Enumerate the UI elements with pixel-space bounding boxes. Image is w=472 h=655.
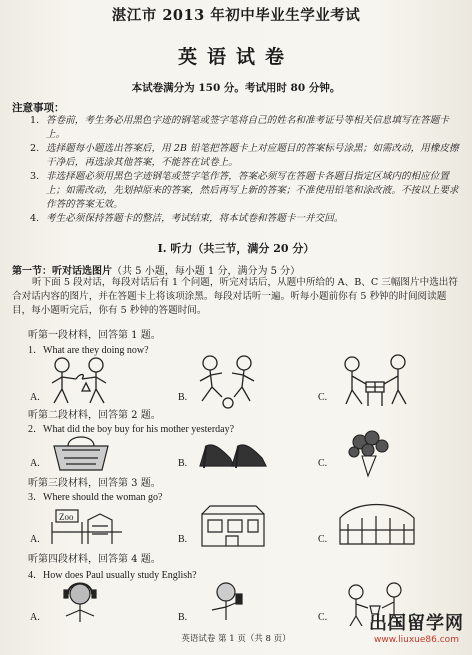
notice-list: [30, 114, 462, 226]
option-image-q3-c: [336, 500, 418, 548]
question-text: 1．What are they doing now?: [28, 345, 149, 356]
watermark: [369, 609, 464, 645]
listening-instructions: 听下面 5 段对话，每段对话后有 1 个问题，听完对话后，从题中所给的 A、B、C 三幅图片中选出符合对话内容的图片，并在答题卡上将该项涂黑。每段对话听一遍。听每小题前你有 5 秒钟的时间阅读题目，每小题听完后，你有 5 秒钟的答题时间。: [12, 277, 458, 316]
part-note: （共 5 小题，每小题 1 分，满分为 5 分）: [112, 266, 301, 277]
option-image-q2-a: [48, 432, 114, 472]
option-label-b: B.: [178, 534, 188, 545]
question-intro: 听第四段材料，回答第 4 题。: [28, 554, 161, 565]
notice-heading: 注意事项：: [12, 102, 65, 114]
option-label-c: C.: [318, 612, 328, 623]
question-text: 3．Where should the woman go?: [28, 492, 163, 503]
part-heading: [12, 262, 300, 277]
option-image-q4-b: [198, 580, 258, 626]
option-label-c: C.: [318, 392, 328, 403]
notice-item: 3. 非选择题必须用黑色字迹钢笔或签字笔作答，答案必须写在答题卡各题目指定区域内的相应位置上；如需改动，先划掉原来的答案，然后再写上新的答案；不准使用铅笔和涂改液。不按以上要求作答的答案无效。: [30, 170, 462, 212]
option-image-q3-a: [48, 502, 126, 548]
option-image-q1-a: [46, 353, 116, 411]
option-label-b: B.: [178, 458, 188, 469]
page-footer: 英语试卷 第 1 页（共 8 页）: [181, 634, 291, 644]
option-image-q2-b: [196, 436, 270, 472]
option-label-a: A.: [30, 534, 40, 545]
section-title: I. 听力（共三节，满分 20 分）: [157, 242, 315, 255]
notice-text: 非选择题必须用黑色字迹钢笔或签字笔作答，答案必须写在答题卡各题目指定区域内的相应位置上；如需改动，先划掉原来的答案，然后再写上新的答案；不准使用铅笔和涂改液。不按以上要求作答的答案无效。: [46, 171, 459, 210]
question-text: 4．How does Paul usually study English?: [28, 570, 197, 581]
option-label-a: A.: [30, 612, 40, 623]
paper-subtitle: 英语试卷: [177, 46, 294, 68]
watermark-brand: 出国留学网: [369, 613, 464, 634]
notice-text: 选择题每小题选出答案后，用 2B 铅笔把答题卡上对应题目的答案标号涂黑；如需改动，用橡皮擦干净后，再选涂其他答案，不能答在试卷上。: [46, 143, 459, 168]
question-intro: 听第一段材料，回答第 1 题。: [28, 330, 161, 341]
option-image-q1-c: [338, 350, 414, 412]
notice-item: 4. 考生必须保持答题卡的整洁，考试结束，将本试卷和答题卡一并交回。: [30, 213, 344, 224]
option-image-q1-b: [188, 353, 268, 411]
notice-item: 2. 选择题每小题选出答案后，用 2B 铅笔把答题卡上对应题目的答案标号涂黑；如需改动，用橡皮擦干净后，再选涂其他答案，不能答在试卷上。: [30, 142, 462, 170]
question-intro: 听第二段材料，回答第 2 题。: [28, 410, 161, 421]
zoo-sign-text: Zoo: [59, 512, 74, 522]
option-image-q4-a: [50, 580, 110, 626]
exam-info: 本试卷满分为 150 分。考试用时 80 分钟。: [131, 82, 341, 94]
option-label-c: C.: [318, 534, 328, 545]
option-label-b: B.: [178, 612, 188, 623]
option-image-q2-c: [338, 430, 398, 480]
option-label-a: A.: [30, 458, 40, 469]
exam-title: 湛江市 2013 年初中毕业生学业考试: [111, 7, 361, 24]
question-intro: 听第三段材料，回答第 3 题。: [28, 478, 161, 489]
watermark-url: www.liuxue86.com: [374, 635, 459, 645]
option-label-b: B.: [178, 392, 188, 403]
notice-item: 1. 答卷前，考生务必用黑色字迹的钢笔或签字笔将自己的姓名和准考证号等相关信息填写在答题卡上。: [30, 114, 462, 142]
option-label-c: C.: [318, 458, 328, 469]
question-text: 2．What did the boy buy for his mother yesterday?: [28, 424, 235, 435]
option-label-a: A.: [30, 392, 40, 403]
notice-text: 答卷前，考生务必用黑色字迹的钢笔或签字笔将自己的姓名和准考证号等相关信息填写在答题卡上。: [46, 115, 449, 140]
notice-text: 考生必须保持答题卡的整洁，考试结束，将本试卷和答题卡一并交回。: [46, 213, 344, 224]
part-label: 第一节：听对话选图片: [12, 266, 112, 277]
option-image-q3-b: [196, 504, 272, 548]
